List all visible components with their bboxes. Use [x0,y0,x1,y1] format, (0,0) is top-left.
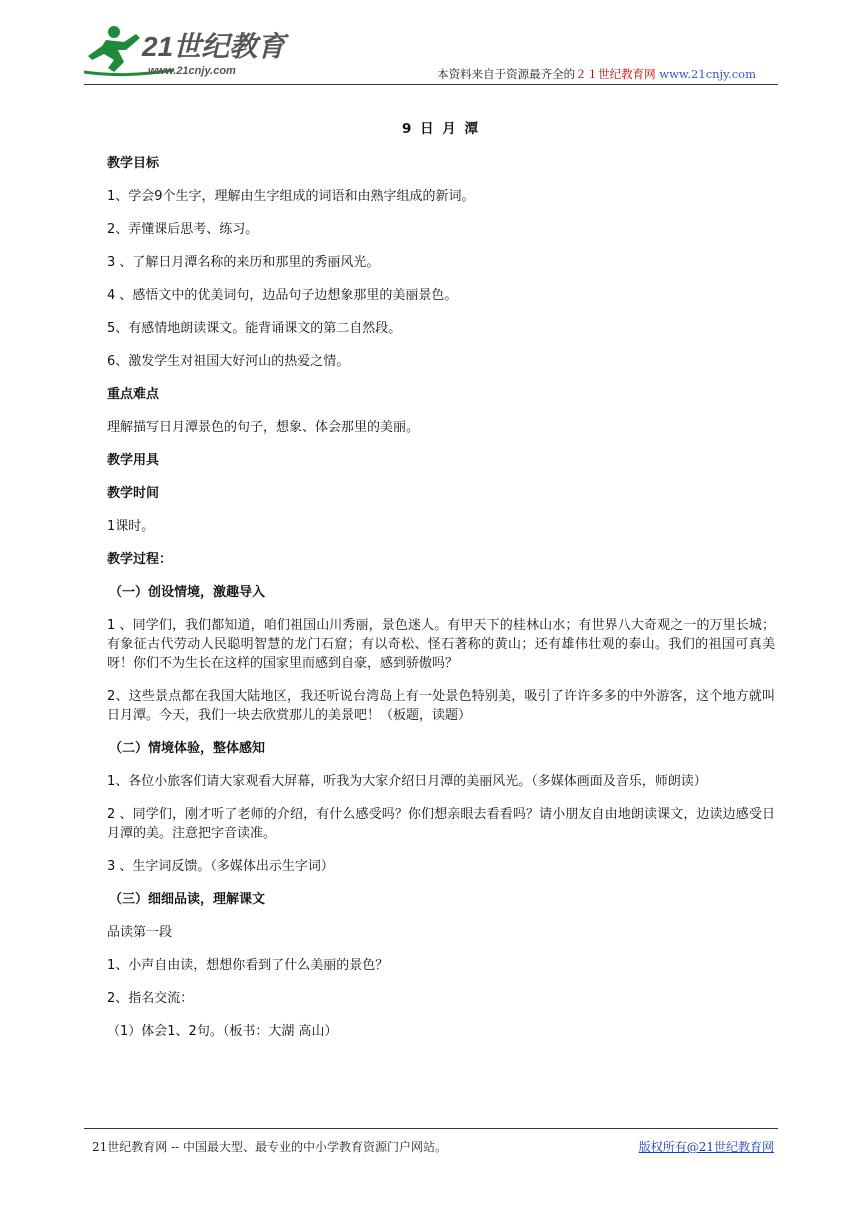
section-heading: 重点难点 [107,387,160,402]
header-note-prefix: 本资料来自于资源最齐全的 [437,67,576,81]
header-divider [84,84,778,85]
paragraph: 1、各位小旅客们请大家观看大屏幕，听我为大家介绍日月潭的美丽风光。（多媒体画面及音乐，师朗读） [107,774,707,789]
header-brand-link[interactable]: ２１世纪教育网 [575,67,656,81]
site-logo[interactable] [84,20,294,82]
logo-figure-body [88,34,140,72]
logo-main-text: 21世纪教育 [142,31,286,62]
footer-divider [84,1128,778,1129]
subsection-heading: （二）情境体验，整体感知 [109,741,266,756]
section-heading: 教学用具 [107,453,160,468]
paragraph: （1）体会1、2句。（板书：大湖 高山） [107,1024,338,1039]
section-heading: 教学目标 [107,156,160,171]
section-heading: 教学过程： [107,552,173,567]
header-source-note [437,66,756,82]
footer-text: 21世纪教育网 -- 中国最大型、最专业的中小学教育资源门户网站。 [92,1140,448,1154]
document-sections [107,154,775,1041]
paragraph: 1、小声自由读，想想你看到了什么美丽的景色？ [107,958,389,973]
paragraph: 4 、感悟文中的优美词句，边品句子边想象那里的美丽景色。 [107,288,458,303]
header-url-link[interactable]: www.21cnjy.com [659,67,756,81]
footer-copyright-link[interactable]: 版权所有@21世纪教育网 [638,1140,774,1154]
paragraph: 2 、同学们，刚才听了老师的介绍，有什么感受吗？你们想亲眼去看看吗？请小朋友自由地朗读课文，边读边感受日月潭的美。注意把字音读准。 [107,807,775,841]
section-heading: 教学时间 [107,486,160,501]
document-body [107,120,775,1055]
paragraph: 理解描写日月潭景色的句子，想象、体会那里的美丽。 [107,420,420,435]
paragraph: 6、激发学生对祖国大好河山的热爱之情。 [107,354,350,369]
logo-sub-text: www.21cnjy.com [148,65,236,77]
paragraph: 1、学会9个生字，理解由生字组成的词语和由熟字组成的新词。 [107,189,475,204]
paragraph: 5、有感情地朗读课文。能背诵课文的第二自然段。 [107,321,402,336]
paragraph: 2、这些景点都在我国大陆地区，我还听说台湾岛上有一处景色特别美，吸引了许许多多的中外游客，这个地方就叫日月潭。今天，我们一块去欣赏那儿的美景吧！（板题，读题） [107,689,775,723]
paragraph: 2、弄懂课后思考、练习。 [107,222,259,237]
subsection-heading: （一）创设情境，激趣导入 [109,585,266,600]
logo-graphic [84,20,294,82]
paragraph: 3 、了解日月潭名称的来历和那里的秀丽风光。 [107,255,380,270]
document-title: 9 日 月 潭 [402,121,480,137]
paragraph: 2、指名交流： [107,991,194,1006]
logo-figure-head [108,26,120,38]
paragraph: 1 、同学们，我们都知道，咱们祖国山川秀丽，景色迷人。有甲天下的桂林山水；有世界八大奇观之一的万里长城；有象征古代劳动人民聪明智慧的龙门石窟；有以奇松、怪石著称的黄山；还有雄伟壮观的泰山。我们的祖国可真美呀！你们不为生长在这样的国家里而感到自豪，感到骄傲吗？ [107,618,775,671]
paragraph: 3 、生字词反馈。（多媒体出示生字词） [107,859,334,874]
subsection-heading: （三）细细品读，理解课文 [109,892,266,907]
paragraph: 1课时。 [107,519,155,534]
paragraph: 品读第一段 [107,925,173,940]
